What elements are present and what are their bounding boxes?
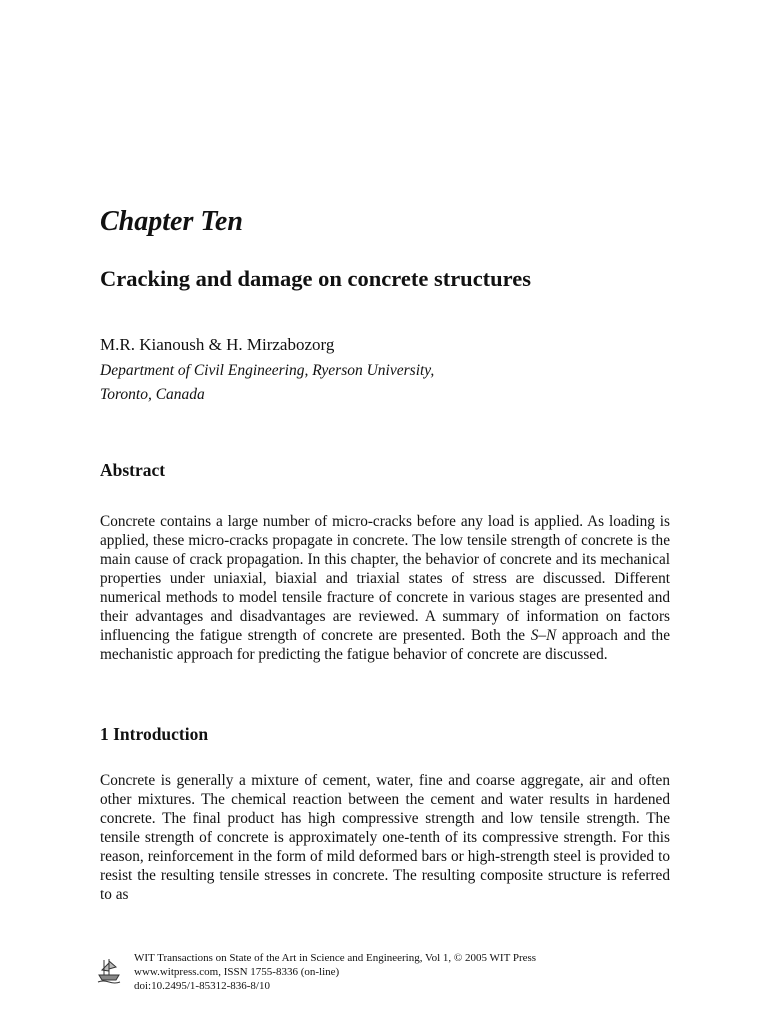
chapter-title: Cracking and damage on concrete structures bbox=[100, 266, 532, 291]
abstract-text-part-1: Concrete contains a large number of micro-cracks before any load is applied. As loading is applied, these micro-cracks propagate in concrete. The low tensile strength of concrete is the main cause of crack propagation. In this chapter, the behavior of concrete and its mechanical properties under uniaxial, biaxial and triaxial states of stress are discussed. Different numerical methods to model tensile fracture of concrete in various stages are presented and their advantages and disadvantages are reviewed. A summary of information on factors influencing the fatigue strength of concrete are presented. Both the bbox=[100, 513, 670, 644]
abstract-text-part-2: approach and the mechanistic approach for predicting the fatigue behavior of concrete are discussed. bbox=[100, 627, 670, 663]
abstract-heading: Abstract bbox=[100, 460, 166, 480]
sn-approach-term: S–N bbox=[530, 627, 557, 644]
introduction-text: Concrete is generally a mixture of cement, water, fine and coarse aggregate, air and often other mixtures. The chemical reaction between the cement and water results in hardened concrete. The final product has high compressive strength and low tensile strength. The tensile strength of concrete is approximately one-tenth of its compressive strength. For this reason, reinforcement in the form of mild deformed bars or high-strength steel is provided to resist the resulting tensile stresses in concrete. The resulting composite structure is referred to as bbox=[100, 772, 670, 903]
affiliation-line-1: Department of Civil Engineering, Ryerson University, bbox=[100, 362, 435, 379]
chapter-label: Chapter Ten bbox=[100, 206, 243, 237]
affiliation bbox=[100, 359, 434, 407]
footer-text bbox=[134, 951, 536, 993]
wit-press-ship-logo-icon bbox=[96, 955, 122, 985]
page-footer bbox=[96, 951, 656, 1001]
authors: M.R. Kianoush & H. Mirzabozorg bbox=[100, 335, 335, 354]
footer-line-2: www.witpress.com, ISSN 1755-8336 (on-line) bbox=[134, 966, 340, 978]
footer-line-1: WIT Transactions on State of the Art in Science and Engineering, Vol 1, © 2005 WIT Press bbox=[134, 952, 537, 964]
introduction-heading: 1 Introduction bbox=[100, 724, 209, 744]
footer-line-3: doi:10.2495/1-85312-836-8/10 bbox=[134, 980, 270, 992]
abstract-text bbox=[100, 512, 670, 664]
affiliation-line-2: Toronto, Canada bbox=[100, 386, 205, 403]
